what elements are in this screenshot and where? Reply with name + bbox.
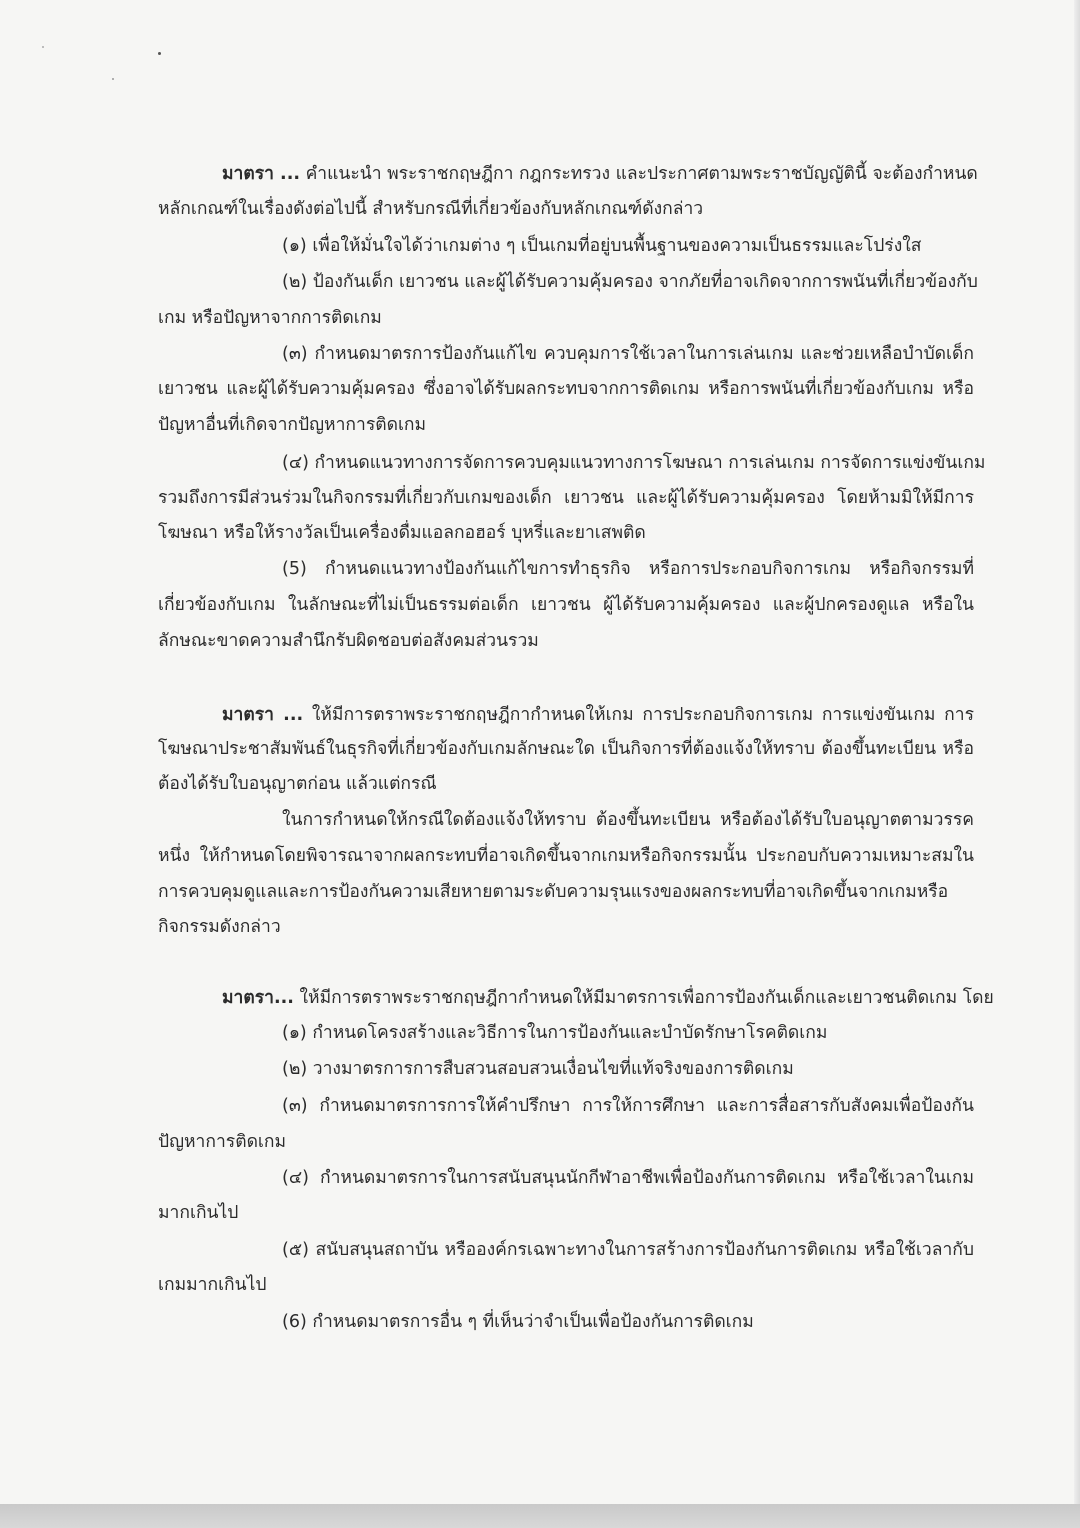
scan-speck	[112, 78, 114, 80]
list-item: (๑) เพื่อให้มั่นใจได้ว่าเกมต่าง ๆ เป็นเกมที่อยู่บนพื้นฐานของความเป็นธรรมและโปร่งใส	[282, 236, 922, 256]
list-item: (6) กำหนดมาตรการอื่น ๆ ที่เห็นว่าจำเป็นเพื่อป้องกันการติดเกม	[282, 1312, 754, 1332]
section-line: กิจกรรมดังกล่าว	[158, 917, 281, 937]
section-line: ลักษณะขาดความสำนึกรับผิดชอบต่อสังคมส่วนรวม	[158, 631, 539, 651]
list-item: (๑) กำหนดโครงสร้างและวิธีการในการป้องกันและบำบัดรักษาโรคติดเกม	[282, 1023, 828, 1043]
section-line: ในการกำหนดให้กรณีใดต้องแจ้งให้ทราบ ต้องขึ้นทะเบียน หรือต้องได้รับใบอนุญาตตามวรรค	[282, 810, 974, 830]
scan-right-edge	[1074, 0, 1080, 1528]
section-line: การควบคุมดูแลและการป้องกันความเสียหายตามระดับความรุนแรงของผลกระทบที่อาจเกิดขึ้นจากเกมหรือ	[158, 882, 949, 902]
scan-speck	[42, 46, 44, 48]
scan-bottom-edge	[0, 1504, 1080, 1528]
section-line: รวมถึงการมีส่วนร่วมในกิจกรรมที่เกี่ยวกับเกมของเด็ก เยาวชน และผู้ได้รับความคุ้มครอง โดยห้ามมิให้มีการ	[158, 488, 974, 508]
section-2-first-line	[222, 703, 974, 727]
section-1-first-line	[222, 162, 978, 186]
section-line: โฆษณา หรือให้รางวัลเป็นเครื่องดื่มแอลกอฮอร์ บุหรี่และยาเสพติด	[158, 523, 646, 543]
section-3-first-line	[222, 986, 994, 1010]
scan-speck	[158, 52, 161, 55]
section-heading: มาตรา ...	[222, 164, 300, 184]
section-line: มากเกินไป	[158, 1203, 239, 1223]
list-item: (๔) กำหนดมาตรการในการสนับสนุนนักกีฬาอาชีพเพื่อป้องกันการติดเกม หรือใช้เวลาในเกม	[282, 1168, 974, 1188]
section-line: ปัญหาอื่นที่เกิดจากปัญหาการติดเกม	[158, 415, 427, 435]
section-text: คำแนะนำ พระราชกฤษฎีกา กฎกระทรวง และประกาศตามพระราชบัญญัตินี้ จะต้องกำหนด	[305, 164, 978, 184]
section-line: ปัญหาการติดเกม	[158, 1132, 287, 1152]
section-heading: มาตรา...	[222, 988, 294, 1008]
section-line: เกมมากเกินไป	[158, 1275, 267, 1295]
section-text: ให้มีการตราพระราชกฤษฎีกากำหนดให้เกม การประกอบกิจการเกม การแข่งขันเกม การ	[311, 705, 974, 725]
list-item: (๕) สนับสนุนสถาบัน หรือองค์กรเฉพาะทางในการสร้างการป้องกันการติดเกม หรือใช้เวลากับ	[282, 1240, 974, 1260]
list-item: (๒) วางมาตรการการสืบสวนสอบสวนเงื่อนไขที่แท้จริงของการติดเกม	[282, 1059, 794, 1079]
section-line: เยาวชน และผู้ได้รับความคุ้มครอง ซึ่งอาจได้รับผลกระทบจากการติดเกม หรือการพนันที่เกี่ยวข้องกับเกม หรือ	[158, 379, 974, 399]
section-line: หนึ่ง ให้กำหนดโดยพิจารณาจากผลกระทบที่อาจเกิดขึ้นจากเกมหรือกิจกรรมนั้น ประกอบกับความเหมาะสมใน	[158, 846, 974, 866]
section-text: ให้มีการตราพระราชกฤษฎีกากำหนดให้มีมาตรการเพื่อการป้องกันเด็กและเยาวชนติดเกม โดย	[299, 988, 994, 1008]
list-item: (5) กำหนดแนวทางป้องกันแก้ไขการทำธุรกิจ หรือการประกอบกิจการเกม หรือกิจกรรมที่	[282, 559, 974, 579]
list-item: (๓) กำหนดมาตรการป้องกันแก้ไข ควบคุมการใช้เวลาในการเล่นเกม และช่วยเหลือบำบัดเด็ก	[282, 344, 974, 364]
list-item: (๒) ป้องกันเด็ก เยาวชน และผู้ได้รับความคุ้มครอง จากภัยที่อาจเกิดจากการพนันที่เกี่ยวข้องกับ	[282, 272, 978, 292]
section-line: เกี่ยวข้องกับเกม ในลักษณะที่ไม่เป็นธรรมต่อเด็ก เยาวชน ผู้ได้รับความคุ้มครอง และผู้ปกครองดูแล หรือใน	[158, 595, 974, 615]
section-line: โฆษณาประชาสัมพันธ์ในธุรกิจที่เกี่ยวข้องกับเกมลักษณะใด เป็นกิจการที่ต้องแจ้งให้ทราบ ต้องขึ้นทะเบียน หรือ	[158, 739, 974, 759]
list-item: (๔) กำหนดแนวทางการจัดการควบคุมแนวทางการโฆษณา การเล่นเกม การจัดการแข่งขันเกม	[282, 453, 986, 473]
section-line: เกม หรือปัญหาจากการติดเกม	[158, 308, 382, 328]
list-item: (๓) กำหนดมาตรการการให้คำปรึกษา การให้การศึกษา และการสื่อสารกับสังคมเพื่อป้องกัน	[282, 1096, 974, 1116]
section-line: ต้องได้รับใบอนุญาตก่อน แล้วแต่กรณี	[158, 774, 437, 794]
section-heading: มาตรา ...	[222, 705, 304, 725]
section-line: หลักเกณฑ์ในเรื่องดังต่อไปนี้ สำหรับกรณีที่เกี่ยวข้องกับหลักเกณฑ์ดังกล่าว	[158, 199, 704, 219]
